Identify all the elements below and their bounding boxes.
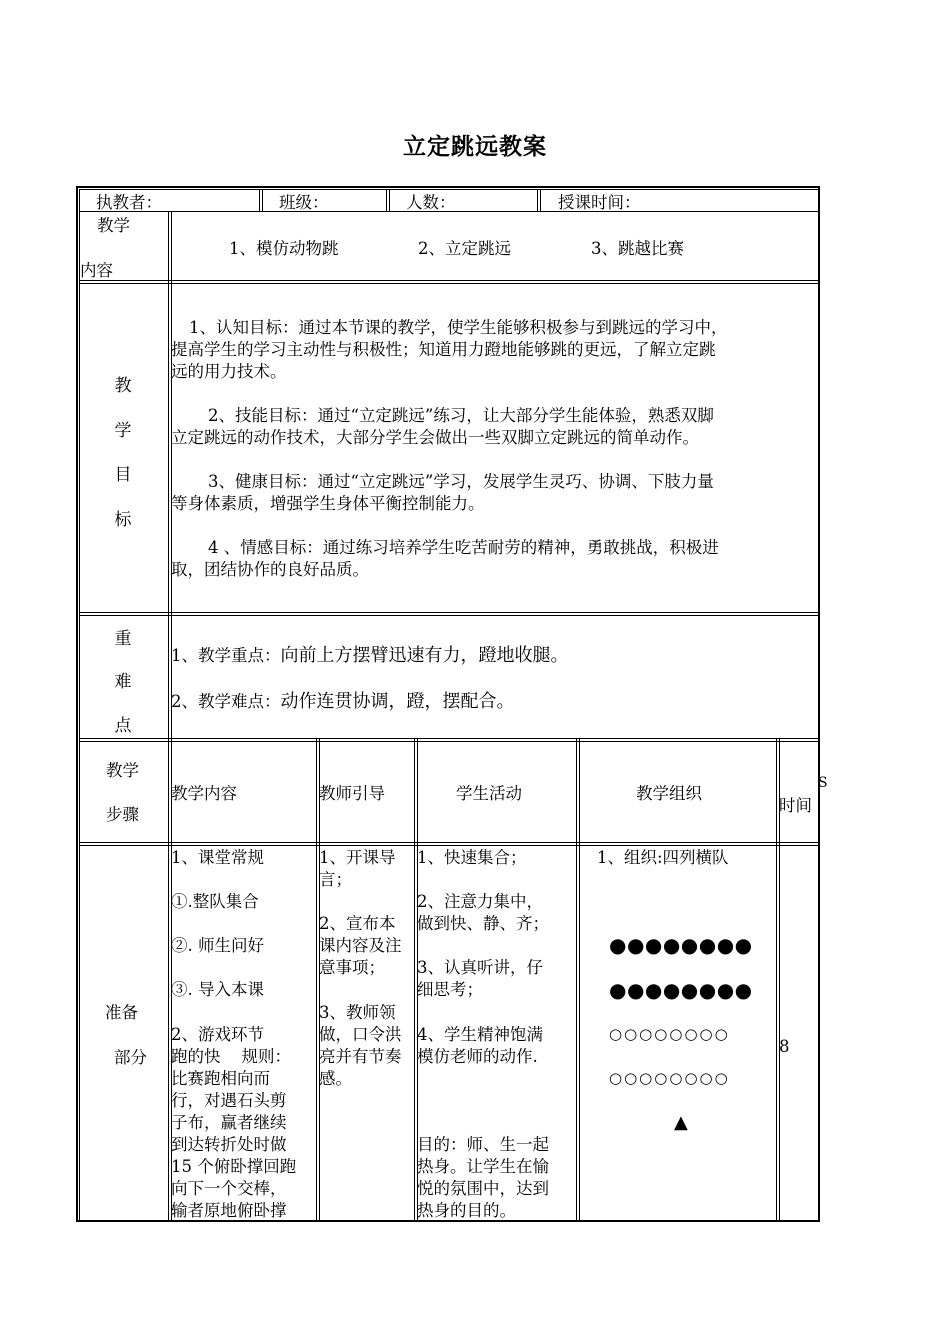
prep-student-line: 做到快、静、齐； [417,914,549,933]
prep-time: 8 [779,1037,790,1056]
prep-teacher-line: 做，口令洪 [319,1025,402,1044]
formation-row-hollow: ○○○○○○○○ [609,1025,730,1043]
time-label: 授课时间： [558,193,641,212]
prep-student-line: 目的：师、生一起 [417,1135,549,1154]
prep-teacher-line: 亮并有节奏 [319,1047,402,1066]
prep-content-line: 子布，赢者继续 [171,1113,287,1132]
goal-4-line-1: 4 、情感目标：通过练习培养学生吃苦耐劳的精神，勇敢挑战，积极进 [208,538,719,557]
org-title: 1、组织:四列横队 [597,848,729,867]
prep-content-line: ③. 导入本课 [171,980,264,999]
prep-content-line: ①.整队集合 [171,892,259,911]
col-header-time: 时间 [779,796,812,815]
goal-2-line-1: 2、技能目标：通过“立定跳远”练习，让大部分学生能体验，熟悉双脚 [208,406,714,425]
count-label: 人数： [406,193,456,212]
prep-student-line: 4、学生精神饱满 [417,1025,543,1044]
prep-student-line: 2、注意力集中， [417,892,543,911]
teacher-label: 执教者： [96,193,162,212]
goals-label-char: 教 [114,376,132,396]
key-point-1-prefix: 1、教学重点： [171,646,281,665]
prep-content-line: 2、游戏环节 [171,1025,264,1044]
class-label: 班级： [279,193,329,212]
prep-content-line: 1、课堂常规 [171,848,264,867]
prep-teacher-line: 2、宣布本 [319,914,396,933]
prep-content-line: 输者原地俯卧撑 [171,1201,287,1220]
prep-content-line: ②. 师生问好 [171,936,264,955]
stray-letter: S [818,775,828,791]
content-item-2: 2、立定跳远 [418,239,511,258]
prep-content-line: 15 个俯卧撑回跑 [171,1157,297,1176]
key-point-2-prefix: 2、教学难点： [171,692,281,711]
goal-1-line-2: 提高学生的学习主动性与积极性；知道用力蹬地能够跳的更远，了解立定跳 [171,340,716,359]
prep-content-line: 行，对遇石头剪 [171,1091,287,1110]
prep-teacher-line: 课内容及注 [319,936,402,955]
prep-teacher-line: 1、开课导 [319,848,396,867]
goal-1-line-3: 远的用力技术。 [171,362,287,381]
prep-student-line: 1、快速集合； [417,848,527,867]
goal-1-line-1: 1、认知目标：通过本节课的教学，使学生能够积极参与到跳远的学习中， [189,318,728,337]
formation-row-filled: ●●●●●●●● [609,933,753,957]
prep-content-line: 到达转折处时做 [171,1135,287,1154]
content-label-top: 教学 [97,216,130,235]
key-point-2 [171,691,515,713]
key-label-char: 重 [114,629,132,649]
prep-teacher-line: 感。 [319,1069,352,1088]
col-header-teacher: 教师引导 [319,784,385,803]
prep-label-top: 准备 [105,1003,138,1022]
prep-student-line: 悦的氛围中，达到 [417,1179,549,1198]
prep-student-line: 热身。让学生在愉 [417,1157,549,1176]
prep-content-line: 跑的快 规则： [171,1047,291,1066]
goals-label-char: 学 [114,421,132,441]
goal-3-line-2: 等身体素质，增强学生身体平衡控制能力。 [171,494,485,513]
page-title: 立定跳远教案 [403,133,547,160]
goals-label-char: 标 [114,510,132,530]
content-item-1: 1、模仿动物跳 [229,239,339,258]
col-header-student: 学生活动 [456,784,522,803]
prep-student-line: 3、认真听讲，仔 [417,958,543,977]
key-point-1 [171,645,569,667]
key-label-char: 点 [114,716,132,736]
prep-student-line: 细思考； [417,980,483,999]
content-item-3: 3、跳越比赛 [591,239,684,258]
goals-label-char: 目 [114,465,132,485]
key-point-1-text: 向前上方摆臂迅速有力，蹬地收腿。 [280,645,569,666]
prep-content-line: 比赛跑相向而 [171,1069,270,1088]
prep-teacher-line: 言； [319,870,352,889]
col-header-organization: 教学组织 [636,784,702,803]
goal-2-line-2: 立定跳远的动作技术，大部分学生会做出一些双脚立定跳远的简单动作。 [171,428,699,447]
formation-row-filled: ●●●●●●●● [609,978,753,1002]
key-label-char: 难 [114,672,132,692]
goal-4-line-2: 取，团结协作的良好品质。 [171,560,369,579]
prep-teacher-line: 意事项； [319,958,385,977]
prep-content-line: 向下一个交棒， [171,1179,287,1198]
content-label-bottom: 内容 [80,261,113,280]
prep-teacher-line: 3、教师领 [319,1003,396,1022]
formation-row-hollow: ○○○○○○○○ [609,1069,730,1087]
prep-student-line: 热身的目的。 [417,1201,516,1220]
teacher-position-mark: ▲ [674,1112,688,1133]
goal-3-line-1: 3、健康目标：通过“立定跳远”学习，发展学生灵巧、协调、下肢力量 [208,472,714,491]
steps-label-bottom: 步骤 [106,805,139,824]
prep-student-line: 模仿老师的动作. [417,1047,538,1066]
col-header-content: 教学内容 [171,784,237,803]
steps-label-top: 教学 [106,761,139,780]
prep-label-bottom: 部分 [114,1048,147,1067]
key-point-2-text: 动作连贯协调，蹬，摆配合。 [280,691,515,712]
